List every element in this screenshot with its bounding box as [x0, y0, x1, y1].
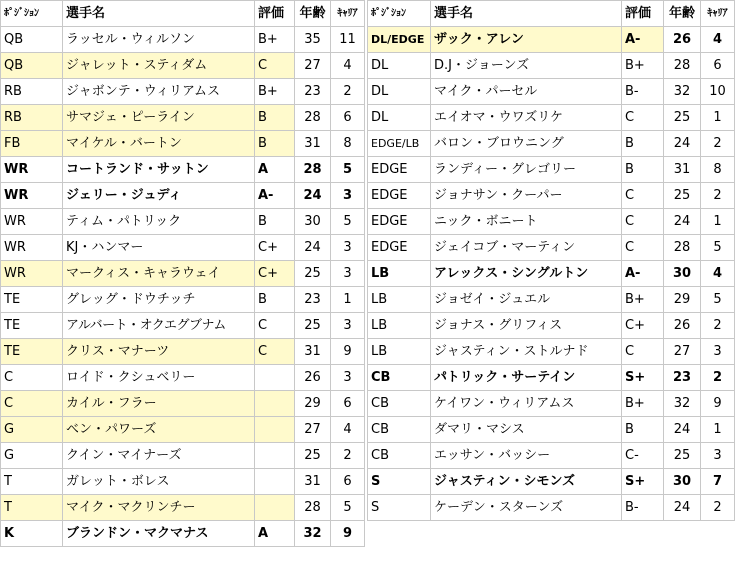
table-row	[368, 313, 735, 339]
table-row	[1, 495, 365, 521]
table-row	[1, 365, 365, 391]
position-cell: T	[1, 469, 63, 495]
position-cell: TE	[1, 339, 63, 365]
rating-cell: B+	[622, 391, 664, 417]
position-cell: TE	[1, 287, 63, 313]
career-cell: 2	[701, 495, 735, 521]
position-cell: C	[1, 365, 63, 391]
table-row	[1, 261, 365, 287]
position-cell: G	[1, 443, 63, 469]
table-row	[1, 339, 365, 365]
player-name-cell: バロン・ブロウニング	[431, 131, 622, 157]
offense-roster-table	[0, 0, 365, 547]
player-name-cell: ニック・ボニート	[431, 209, 622, 235]
position-cell: K	[1, 521, 63, 547]
age-cell: 24	[295, 235, 331, 261]
table-row	[368, 79, 735, 105]
table-row	[1, 417, 365, 443]
position-cell: QB	[1, 27, 63, 53]
player-name-cell: ジョナス・グリフィス	[431, 313, 622, 339]
table-row	[368, 235, 735, 261]
rating-cell: B+	[622, 287, 664, 313]
player-name-cell: ジェリー・ジュディ	[63, 183, 255, 209]
age-cell: 30	[664, 261, 701, 287]
age-cell: 32	[664, 391, 701, 417]
position-cell: S	[368, 469, 431, 495]
age-cell: 25	[664, 183, 701, 209]
player-name-cell: グレッグ・ドウチッチ	[63, 287, 255, 313]
table-row	[1, 235, 365, 261]
age-cell: 27	[295, 417, 331, 443]
rating-cell: S+	[622, 469, 664, 495]
header-career: ｷｬﾘｱ	[701, 1, 735, 27]
table-row	[368, 157, 735, 183]
career-cell: 2	[331, 79, 365, 105]
rating-cell: C+	[622, 313, 664, 339]
age-cell: 31	[295, 469, 331, 495]
career-cell: 1	[701, 105, 735, 131]
table-row	[1, 443, 365, 469]
header-career: ｷｬﾘｱ	[331, 1, 365, 27]
rating-cell: C	[255, 339, 295, 365]
rating-cell: B	[622, 157, 664, 183]
defense-roster-body	[368, 27, 735, 521]
position-cell: DL	[368, 105, 431, 131]
player-name-cell: ケイワン・ウィリアムス	[431, 391, 622, 417]
rating-cell: B	[255, 131, 295, 157]
player-name-cell: ジャレット・スティダム	[63, 53, 255, 79]
age-cell: 23	[295, 287, 331, 313]
career-cell: 3	[331, 183, 365, 209]
player-name-cell: ザック・アレン	[431, 27, 622, 53]
table-row	[368, 495, 735, 521]
defense-roster-table	[367, 0, 735, 521]
rating-cell: B	[622, 417, 664, 443]
rating-cell: C+	[255, 261, 295, 287]
age-cell: 24	[664, 131, 701, 157]
rating-cell: B	[255, 209, 295, 235]
position-cell: WR	[1, 183, 63, 209]
player-name-cell: ジョナサン・クーパー	[431, 183, 622, 209]
career-cell: 6	[331, 105, 365, 131]
offense-roster-body	[1, 27, 365, 547]
table-header-row	[368, 1, 735, 27]
player-name-cell: マイケル・バートン	[63, 131, 255, 157]
table-row	[1, 27, 365, 53]
career-cell: 3	[331, 365, 365, 391]
age-cell: 27	[664, 339, 701, 365]
career-cell: 3	[331, 313, 365, 339]
table-row	[1, 79, 365, 105]
career-cell: 1	[331, 287, 365, 313]
position-cell: LB	[368, 261, 431, 287]
rating-cell: A-	[622, 27, 664, 53]
table-row	[1, 521, 365, 547]
position-cell: LB	[368, 287, 431, 313]
player-name-cell: クリス・マナーツ	[63, 339, 255, 365]
table-row	[368, 365, 735, 391]
position-cell: QB	[1, 53, 63, 79]
table-row	[368, 131, 735, 157]
table-row	[1, 391, 365, 417]
rating-cell: A	[255, 157, 295, 183]
player-name-cell: エイオマ・ウワズリケ	[431, 105, 622, 131]
rating-cell: C+	[255, 235, 295, 261]
age-cell: 25	[664, 443, 701, 469]
age-cell: 25	[295, 313, 331, 339]
player-name-cell: ジャスティン・シモンズ	[431, 469, 622, 495]
table-row	[368, 53, 735, 79]
rating-cell: B+	[255, 79, 295, 105]
table-row	[1, 105, 365, 131]
career-cell: 7	[701, 469, 735, 495]
age-cell: 25	[664, 105, 701, 131]
position-cell: DL	[368, 53, 431, 79]
career-cell: 5	[331, 495, 365, 521]
career-cell: 6	[331, 391, 365, 417]
rating-cell: B-	[622, 79, 664, 105]
player-name-cell: クイン・マイナーズ	[63, 443, 255, 469]
career-cell: 2	[331, 443, 365, 469]
position-cell: EDGE	[368, 209, 431, 235]
player-name-cell: アレックス・シングルトン	[431, 261, 622, 287]
position-cell: WR	[1, 235, 63, 261]
position-cell: G	[1, 417, 63, 443]
player-name-cell: ダマリ・マシス	[431, 417, 622, 443]
player-name-cell: ベン・パワーズ	[63, 417, 255, 443]
age-cell: 23	[664, 365, 701, 391]
career-cell: 1	[701, 417, 735, 443]
age-cell: 24	[295, 183, 331, 209]
career-cell: 4	[331, 417, 365, 443]
table-row	[368, 183, 735, 209]
age-cell: 26	[664, 313, 701, 339]
career-cell: 3	[701, 443, 735, 469]
rating-cell: C	[622, 183, 664, 209]
player-name-cell: パトリック・サーテイン	[431, 365, 622, 391]
table-row	[368, 27, 735, 53]
player-name-cell: ケーデン・スターンズ	[431, 495, 622, 521]
table-row	[368, 287, 735, 313]
position-cell: EDGE	[368, 235, 431, 261]
rating-cell: A	[255, 521, 295, 547]
position-cell: EDGE	[368, 183, 431, 209]
player-name-cell: サマジェ・ピーライン	[63, 105, 255, 131]
career-cell: 5	[701, 235, 735, 261]
position-cell: FB	[1, 131, 63, 157]
career-cell: 10	[701, 79, 735, 105]
career-cell: 5	[331, 209, 365, 235]
career-cell: 2	[701, 365, 735, 391]
career-cell: 2	[701, 313, 735, 339]
career-cell: 3	[331, 261, 365, 287]
career-cell: 9	[331, 339, 365, 365]
age-cell: 30	[664, 469, 701, 495]
player-name-cell: ロイド・クシュベリー	[63, 365, 255, 391]
age-cell: 31	[295, 339, 331, 365]
age-cell: 24	[664, 209, 701, 235]
position-cell: EDGE/LB	[368, 131, 431, 157]
age-cell: 32	[295, 521, 331, 547]
table-row	[368, 417, 735, 443]
header-name: 選手名	[431, 1, 622, 27]
player-name-cell: ランディー・グレゴリー	[431, 157, 622, 183]
position-cell: WR	[1, 209, 63, 235]
table-row	[1, 313, 365, 339]
header-position: ﾎﾟｼﾞｼｮﾝ	[368, 1, 431, 27]
player-name-cell: マイク・パーセル	[431, 79, 622, 105]
player-name-cell: ジェイコブ・マーティン	[431, 235, 622, 261]
age-cell: 28	[664, 235, 701, 261]
career-cell: 5	[701, 287, 735, 313]
rating-cell: C	[622, 339, 664, 365]
age-cell: 27	[295, 53, 331, 79]
age-cell: 24	[664, 495, 701, 521]
age-cell: 29	[295, 391, 331, 417]
career-cell: 4	[331, 53, 365, 79]
rating-cell	[255, 443, 295, 469]
header-rating: 評価	[255, 1, 295, 27]
player-name-cell: カイル・フラー	[63, 391, 255, 417]
player-name-cell: ジョゼイ・ジュエル	[431, 287, 622, 313]
table-row	[368, 469, 735, 495]
career-cell: 8	[701, 157, 735, 183]
position-cell: LB	[368, 339, 431, 365]
table-row	[1, 157, 365, 183]
rating-cell	[255, 365, 295, 391]
position-cell: S	[368, 495, 431, 521]
table-row	[368, 443, 735, 469]
rating-cell: B+	[622, 53, 664, 79]
position-cell: WR	[1, 261, 63, 287]
age-cell: 26	[295, 365, 331, 391]
table-header-row	[1, 1, 365, 27]
rating-cell: C	[255, 313, 295, 339]
player-name-cell: ジャボンテ・ウィリアムス	[63, 79, 255, 105]
position-cell: C	[1, 391, 63, 417]
rating-cell: A-	[255, 183, 295, 209]
rating-cell: C	[622, 209, 664, 235]
age-cell: 23	[295, 79, 331, 105]
table-row	[1, 131, 365, 157]
position-cell: CB	[368, 391, 431, 417]
table-row	[1, 469, 365, 495]
position-cell: T	[1, 495, 63, 521]
position-cell: RB	[1, 79, 63, 105]
rating-cell: B	[255, 287, 295, 313]
table-row	[368, 261, 735, 287]
player-name-cell: アルバート・オクエグブナム	[63, 313, 255, 339]
age-cell: 25	[295, 443, 331, 469]
age-cell: 28	[295, 157, 331, 183]
position-cell: CB	[368, 365, 431, 391]
rating-cell: C	[622, 235, 664, 261]
age-cell: 26	[664, 27, 701, 53]
table-row	[368, 105, 735, 131]
age-cell: 31	[664, 157, 701, 183]
header-position: ﾎﾟｼﾞｼｮﾝ	[1, 1, 63, 27]
rating-cell	[255, 417, 295, 443]
player-name-cell: ブランドン・マクマナス	[63, 521, 255, 547]
player-name-cell: マイク・マクリンチー	[63, 495, 255, 521]
career-cell: 9	[331, 521, 365, 547]
rating-cell	[255, 469, 295, 495]
rating-cell: C-	[622, 443, 664, 469]
rating-cell: C	[622, 105, 664, 131]
table-row	[1, 53, 365, 79]
age-cell: 24	[664, 417, 701, 443]
rating-cell: C	[255, 53, 295, 79]
rating-cell: B	[255, 105, 295, 131]
rating-cell: B-	[622, 495, 664, 521]
position-cell: WR	[1, 157, 63, 183]
career-cell: 2	[701, 131, 735, 157]
career-cell: 3	[331, 235, 365, 261]
age-cell: 35	[295, 27, 331, 53]
header-rating: 評価	[622, 1, 664, 27]
career-cell: 6	[701, 53, 735, 79]
table-row	[368, 339, 735, 365]
rating-cell: B+	[255, 27, 295, 53]
player-name-cell: ジャスティン・ストルナド	[431, 339, 622, 365]
player-name-cell: ラッセル・ウィルソン	[63, 27, 255, 53]
career-cell: 5	[331, 157, 365, 183]
position-cell: CB	[368, 443, 431, 469]
age-cell: 25	[295, 261, 331, 287]
career-cell: 9	[701, 391, 735, 417]
rating-cell	[255, 495, 295, 521]
player-name-cell: KJ・ハンマー	[63, 235, 255, 261]
position-cell: CB	[368, 417, 431, 443]
rating-cell	[255, 391, 295, 417]
table-row	[368, 391, 735, 417]
player-name-cell: コートランド・サットン	[63, 157, 255, 183]
header-age: 年齢	[664, 1, 701, 27]
header-age: 年齢	[295, 1, 331, 27]
table-row	[1, 209, 365, 235]
position-cell: EDGE	[368, 157, 431, 183]
table-row	[1, 287, 365, 313]
player-name-cell: エッサン・バッシー	[431, 443, 622, 469]
position-cell: RB	[1, 105, 63, 131]
career-cell: 6	[331, 469, 365, 495]
table-row	[368, 209, 735, 235]
age-cell: 30	[295, 209, 331, 235]
player-name-cell: D.J・ジョーンズ	[431, 53, 622, 79]
rating-cell: B	[622, 131, 664, 157]
age-cell: 31	[295, 131, 331, 157]
career-cell: 11	[331, 27, 365, 53]
position-cell: DL/EDGE	[368, 27, 431, 53]
age-cell: 28	[295, 105, 331, 131]
header-name: 選手名	[63, 1, 255, 27]
player-name-cell: マークィス・キャラウェイ	[63, 261, 255, 287]
position-cell: LB	[368, 313, 431, 339]
position-cell: TE	[1, 313, 63, 339]
age-cell: 32	[664, 79, 701, 105]
age-cell: 29	[664, 287, 701, 313]
position-cell: DL	[368, 79, 431, 105]
rating-cell: A-	[622, 261, 664, 287]
player-name-cell: ティム・パトリック	[63, 209, 255, 235]
player-name-cell: ガレット・ボレス	[63, 469, 255, 495]
table-row	[1, 183, 365, 209]
career-cell: 2	[701, 183, 735, 209]
age-cell: 28	[664, 53, 701, 79]
career-cell: 4	[701, 261, 735, 287]
career-cell: 3	[701, 339, 735, 365]
career-cell: 8	[331, 131, 365, 157]
career-cell: 4	[701, 27, 735, 53]
age-cell: 28	[295, 495, 331, 521]
career-cell: 1	[701, 209, 735, 235]
rating-cell: S+	[622, 365, 664, 391]
